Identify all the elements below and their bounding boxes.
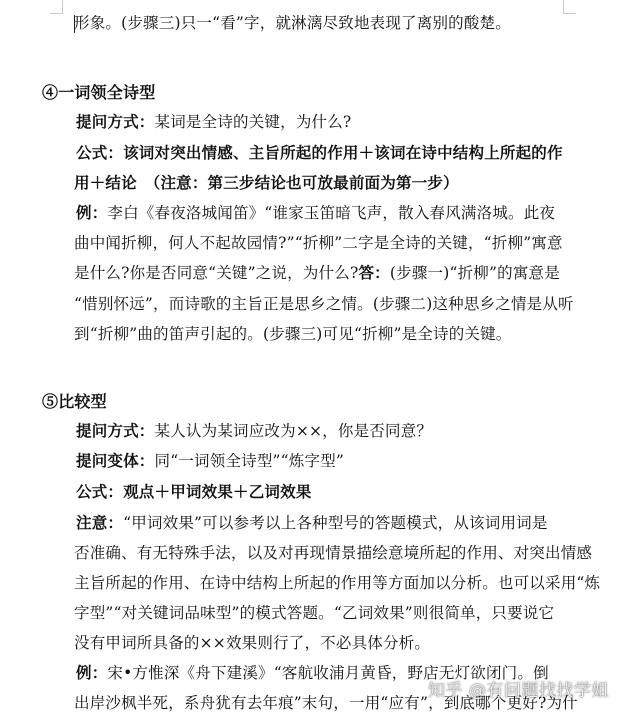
text-line (74, 538, 622, 568)
text-line (74, 258, 622, 288)
bold-text: 用＋结论 （注意：第三步结论也可放最前面为第一步） (74, 173, 459, 192)
text-run: 没有甲词所具备的××效果则行了，不必具体分析。 (74, 634, 431, 652)
text-line (74, 319, 622, 349)
text-run: 宋•方惟深《舟下建溪》“客航收浦月黄昏，野店无灯欲闭门。倒 (107, 664, 549, 682)
text-line (76, 138, 624, 168)
text-line (74, 289, 622, 319)
text-run: “惜别怀远”，而诗歌的主旨正是思乡之情。(步骤二)这种思乡之情是从听 (74, 295, 574, 313)
bold-text: ④一词领全诗型 (42, 83, 156, 102)
text-run: 是什么?你是否同意“关键”之说，为什么? (74, 264, 359, 282)
text-line (76, 446, 624, 476)
text-run: “甲词效果”可以参考以上各种型号的答题模式，从该词用词是 (123, 514, 548, 532)
bold-text: 注意： (76, 513, 124, 532)
text-line (76, 416, 624, 446)
text-line (76, 107, 624, 137)
text-run: (步骤一)“折柳”的寓意是 (389, 264, 560, 282)
text-run: 同“一词领全诗型”“炼字型” (154, 452, 345, 470)
text-run: 否准确、有无特殊手法，以及对再现情景描绘意境所起的作用、对突出情感 (74, 544, 593, 562)
text-run: 曲中闻折柳，何人不起故园情?”“折柳”二字是全诗的关键，“折柳”寓意 (74, 234, 563, 252)
page-margin-mark-left-h (50, 13, 63, 14)
bold-text: 提问变体： (76, 451, 155, 470)
text-run: 出岸沙枫半死，系舟犹有去年痕”末句，一用“应有”，到底哪个更好?为什 (74, 694, 578, 712)
bold-text: 公式：该词对突出情感、主旨所起的作用＋该词在诗中结构上所起的作 (76, 143, 563, 162)
text-line (74, 168, 622, 198)
bold-text: 答： (358, 263, 390, 282)
text-run: 某人认为某词应改为××，你是否同意？ (154, 422, 433, 440)
text-run: 主旨所起的作用、在诗中结构上所起的作用等方面加以分析。也可以采用“炼 (74, 574, 601, 592)
text-line (74, 598, 622, 628)
text-line (76, 198, 624, 228)
text-line (74, 228, 622, 258)
text-run: 某词是全诗的关键，为什么? (154, 113, 352, 131)
watermark: 知乎 @有问题找找学姐 (428, 681, 609, 701)
text-run: 到“折柳”曲的笛声引起的。(步骤三)可见“折柳”是全诗的关键。 (74, 325, 512, 343)
text-run: 形象。(步骤三)只一“看”字，就淋漓尽致地表现了离别的酸楚。 (74, 14, 511, 32)
bold-text: 提问方式： (76, 112, 155, 131)
text-line (74, 8, 622, 38)
text-line (76, 477, 624, 507)
bold-text: 例： (76, 203, 108, 222)
section-heading (42, 387, 590, 417)
page-margin-mark-left (62, 0, 63, 14)
bold-text: 公式：观点＋甲词效果＋乙词效果 (76, 482, 312, 501)
bold-text: 提问方式： (76, 421, 155, 440)
bold-text: 例： (76, 663, 108, 682)
bold-text: ⑤比较型 (42, 392, 107, 411)
text-line (76, 508, 624, 538)
section-heading (42, 78, 590, 108)
text-line (74, 628, 622, 658)
text-run: 字型”“对关键词品味型”的模式答题。“乙词效果”则很简单，只要说它 (74, 604, 555, 622)
text-line (74, 568, 622, 598)
text-run: 李白《春夜洛城闻笛》“谁家玉笛暗飞声，散入春风满洛城。此夜 (107, 204, 556, 222)
